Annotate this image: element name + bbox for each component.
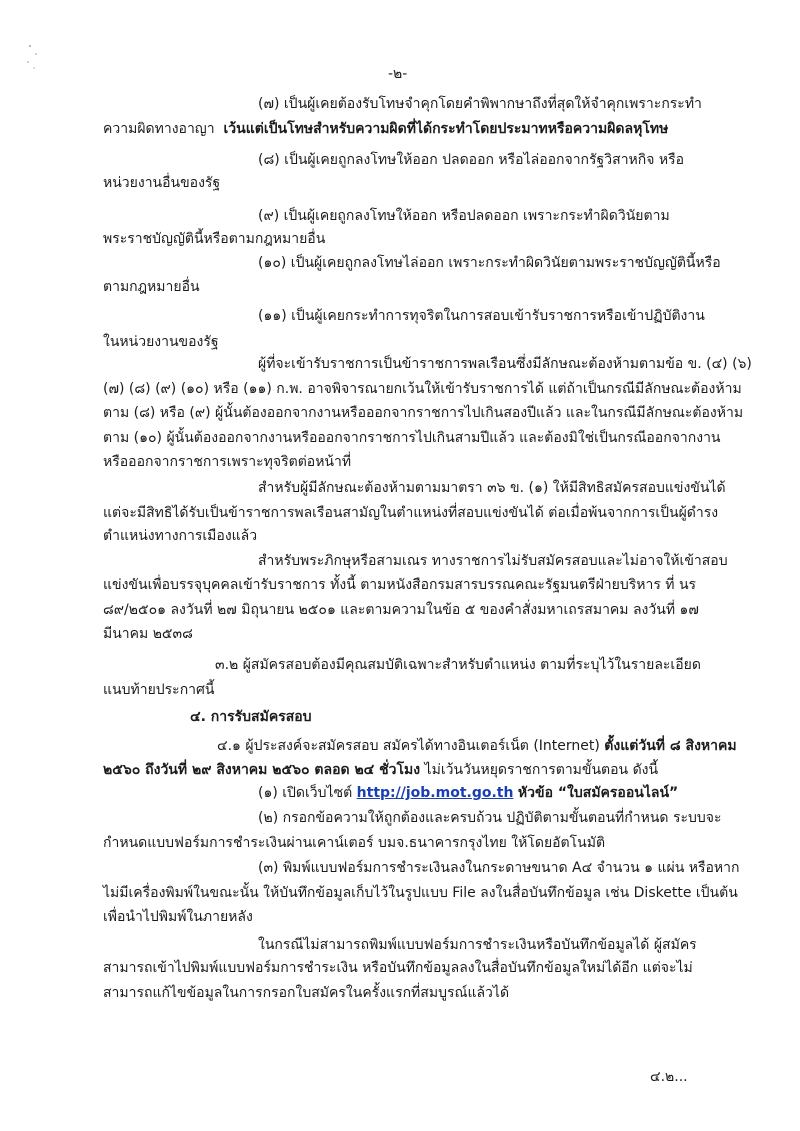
section-4-heading: ๔. การรับสมัครสอบ bbox=[190, 709, 312, 725]
step-2-line-2: กำหนดแบบฟอร์มการชำระเงินผ่านเคาน์เตอร์ บมจ.ธนาคารกรุงไทย ให้โดยอัตโนมัติ bbox=[103, 835, 606, 851]
section-4-1-line-2: ๒๕๖๐ ถึงวันที่ ๒๙ สิงหาคม ๒๕๖๐ ตลอด ๒๔ ชั่วโมง ไม่เว้นวันหยุดราชการตามขั้นตอน ดังนี้ bbox=[103, 762, 659, 778]
item-3-2-line-1: ๓.๒ ผู้สมัครสอบต้องมีคุณสมบัติเฉพาะสำหรับตำแหน่ง ตามที่ระบุไว้ในรายละเอียด bbox=[215, 657, 701, 673]
political-para-line-3: ตำแหน่งทางการเมืองแล้ว bbox=[103, 528, 258, 544]
continuation-marker: ๔.๒... bbox=[650, 1069, 688, 1085]
item-3-2-line-2: แนบท้ายประกาศนี้ bbox=[103, 682, 215, 698]
page-number: -๒- bbox=[388, 66, 408, 82]
exemption-para-line-3: ตาม (๘) หรือ (๙) ผู้นั้นต้องออกจากงานหรือออกจากราชการไปเกินสองปีแล้ว และในกรณีมีลักษณะต้องห้าม bbox=[103, 405, 744, 421]
monk-para-line-1: สำหรับพระภิกษุหรือสามเณร ทางราชการไม่รับสมัครสอบและไม่อาจให้เข้าสอบ bbox=[258, 553, 728, 569]
political-para-line-1: สำหรับผู้มีลักษณะต้องห้ามตามมาตรา ๓๖ ข. (๑) ให้มีสิทธิสมัครสอบแข่งขันได้ bbox=[258, 480, 726, 496]
item-9-line-2: พระราชบัญญัตินี้หรือตามกฎหมายอื่น bbox=[103, 231, 326, 247]
exemption-para-line-1: ผู้ที่จะเข้ารับราชการเป็นข้าราชการพลเรือนซึ่งมีลักษณะต้องห้ามตามข้อ ข. (๔) (๖) bbox=[258, 356, 752, 372]
registration-start-date: ตั้งแต่วันที่ ๘ สิงหาคม bbox=[604, 738, 737, 754]
item-7-line-2: ความผิดทางอาญา เว้นแต่เป็นโทษสำหรับความผิดที่ได้กระทำโดยประมาทหรือความผิดลหุโทษ bbox=[103, 121, 669, 137]
fallback-para-line-2: สามารถเข้าไปพิมพ์แบบฟอร์มการชำระเงิน หรือบันทึกข้อมูลลงในสื่อบันทึกข้อมูลใหม่ได้อีก แต่จะไม่ bbox=[103, 960, 693, 976]
item-10-line-2: ตามกฎหมายอื่น bbox=[103, 279, 200, 295]
monk-para-line-2: แข่งขันเพื่อบรรจุบุคคลเข้ารับราชการ ทั้งนี้ ตามหนังสือกรมสารบรรณคณะรัฐมนตรีฝ่ายบริหาร ที่ นร bbox=[103, 577, 697, 593]
political-para-line-2: แต่จะมีสิทธิได้รับเป็นข้าราชการพลเรือนสามัญในตำแหน่งที่สอบแข่งขันได้ ต่อเมื่อพ้นจากการเป็นผู้ดำรง bbox=[103, 505, 719, 521]
item-11-line-2: ในหน่วยงานของรัฐ bbox=[103, 334, 219, 350]
item-7-exception: เว้นแต่เป็นโทษสำหรับความผิดที่ได้กระทำโดยประมาทหรือความผิดลหุโทษ bbox=[223, 121, 669, 137]
fallback-para-line-3: สามารถแก้ไขข้อมูลในการกรอกใบสมัครในครั้งแรกที่สมบูรณ์แล้วได้ bbox=[103, 985, 510, 1001]
item-7-line-1: (๗) เป็นผู้เคยต้องรับโทษจำคุกโดยคำพิพากษาถึงที่สุดให้จำคุกเพราะกระทำ bbox=[258, 96, 702, 112]
step-3-line-3: เพื่อนำไปพิมพ์ในภายหลัง bbox=[103, 909, 253, 925]
step-1-line: (๑) เปิดเว็บไซต์ http://job.mot.go.th หัวข้อ “ใบสมัครออนไลน์” bbox=[258, 785, 679, 801]
fallback-para-line-1: ในกรณีไม่สามารถพิมพ์แบบฟอร์มการชำระเงินหรือบันทึกข้อมูลได้ ผู้สมัคร bbox=[258, 937, 697, 953]
exemption-para-line-4: ตาม (๑๐) ผู้นั้นต้องออกจากงานหรือออกจากราชการไปเกินสามปีแล้ว และต้องมิใช่เป็นกรณีออกจากงาน bbox=[103, 430, 721, 446]
step-3-line-2: ไม่มีเครื่องพิมพ์ในขณะนั้น ให้บันทึกข้อมูลเก็บไว้ในรูปแบบ File ลงในสื่อบันทึกข้อมูล เช่น Diskette เป็นต้น bbox=[103, 885, 738, 901]
section-4-1-line-1: ๔.๑ ผู้ประสงค์จะสมัครสอบ สมัครได้ทางอินเตอร์เน็ต (Internet) ตั้งแต่วันที่ ๘ สิงหาคม bbox=[217, 738, 737, 754]
step-1-topic: หัวข้อ “ใบสมัครออนไลน์” bbox=[517, 785, 679, 801]
item-8-line-1: (๘) เป็นผู้เคยถูกลงโทษให้ออก ปลดออก หรือไล่ออกจากรัฐวิสาหกิจ หรือ bbox=[258, 152, 685, 168]
item-11-line-1: (๑๑) เป็นผู้เคยกระทำการทุจริตในการสอบเข้ารับราชการหรือเข้าปฏิบัติงาน bbox=[258, 308, 705, 324]
exemption-para-line-2: (๗) (๘) (๙) (๑๐) หรือ (๑๑) ก.พ. อาจพิจารณายกเว้นให้เข้ารับราชการได้ แต่ถ้าเป็นกรณีมีลักษณะต้องห้าม bbox=[103, 381, 742, 397]
registration-end-date: ๒๕๖๐ ถึงวันที่ ๒๙ สิงหาคม ๒๕๖๐ ตลอด ๒๔ ชั่วโมง bbox=[103, 762, 421, 778]
exemption-para-line-5: หรือออกจากราชการเพราะทุจริตต่อหน้าที่ bbox=[103, 454, 352, 470]
step-3-line-1: (๓) พิมพ์แบบฟอร์มการชำระเงินลงในกระดาษขนาด A๔ จำนวน ๑ แผ่น หรือหาก bbox=[258, 860, 740, 876]
item-10-line-1: (๑๐) เป็นผู้เคยถูกลงโทษไล่ออก เพราะกระทำผิดวินัยตามพระราชบัญญัตินี้หรือ bbox=[258, 255, 721, 271]
monk-para-line-3: ๘๙/๒๕๐๑ ลงวันที่ ๒๗ มิถุนายน ๒๕๐๑ และตามความในข้อ ๕ ของคำสั่งมหาเถรสมาคม ลงวันที่ ๑๗ bbox=[103, 602, 699, 618]
scan-specks bbox=[20, 40, 50, 80]
monk-para-line-4: มีนาคม ๒๕๓๘ bbox=[103, 626, 193, 642]
item-8-line-2: หน่วยงานอื่นของรัฐ bbox=[103, 175, 221, 191]
step-2-line-1: (๒) กรอกข้อความให้ถูกต้องและครบถ้วน ปฏิบัติตามขั้นตอนที่กำหนด ระบบจะ bbox=[258, 810, 722, 826]
job-website-link[interactable]: http://job.mot.go.th bbox=[356, 785, 514, 801]
item-9-line-1: (๙) เป็นผู้เคยถูกลงโทษให้ออก หรือปลดออก เพราะกระทำผิดวินัยตาม bbox=[258, 208, 670, 224]
